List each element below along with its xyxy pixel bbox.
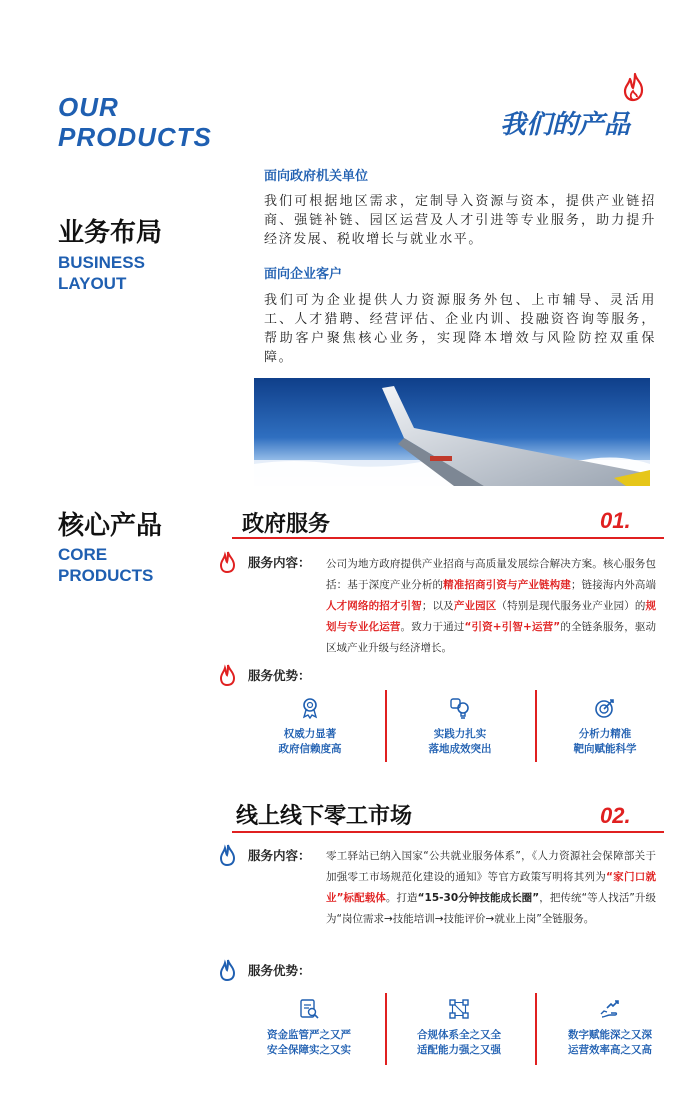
product2-advantage-3 (545, 998, 675, 1058)
business-en-title (58, 252, 145, 294)
desc-text: ；以及 (421, 600, 454, 612)
flame-icon (218, 550, 238, 574)
gov-paragraph: 我们可根据地区需求，定制导入资源与资本，提供产业链招商、强链补链、园区运营及人才引进等专业服务，助力提升经济发展、税收增长与就业水平。 (264, 194, 656, 247)
product1-number: 01. (600, 508, 631, 533)
advantage-line1: 合规体系全之又全 (417, 1029, 501, 1041)
flame-icon (622, 72, 648, 102)
advantage-divider (385, 690, 387, 762)
advantage-line2: 适配能力强之又强 (417, 1044, 501, 1056)
desc-text: 零工驿站已纳入国家“公共就业服务体系”，《人力资源社会保障部关于加强零工市场规范化建设的通知》等官方政策写明将其列为 (326, 850, 656, 883)
gov-heading: 面向政府机关单位 (264, 169, 369, 184)
growth-hand-icon (599, 998, 621, 1020)
product2-advantage-2 (394, 998, 524, 1058)
header-en-line1: OUR (58, 92, 119, 122)
desc-emphasis: “15-30分钟技能成长圈” (417, 892, 540, 904)
product1-advantage-1 (245, 697, 375, 757)
product2-number: 02. (600, 803, 631, 828)
advantage-line2: 靶向赋能科学 (573, 743, 637, 755)
desc-highlight: 规划与专业化运营 (326, 600, 657, 633)
advantage-line2: 政府信赖度高 (278, 743, 342, 755)
advantage-line2: 安全保障实之又实 (267, 1044, 351, 1056)
network-nodes-icon (448, 998, 470, 1020)
desc-highlight: 人才网络的招才引智 (326, 600, 422, 612)
business-en-line1: BUSINESS (58, 253, 145, 272)
product1-description (326, 554, 656, 659)
business-title: 业务布局 (58, 218, 163, 248)
core-en-line2: PRODUCTS (58, 566, 154, 585)
advantage-divider (535, 690, 537, 762)
document-search-icon (298, 998, 320, 1020)
flame-icon (218, 663, 238, 687)
product1-advantage-2 (395, 697, 525, 757)
product2-advantage-label: 服务优势： (248, 963, 311, 978)
desc-highlight: 精准招商引资与产业链构建 (443, 579, 571, 591)
desc-text: 。打造 (385, 892, 418, 904)
product2-advantage-1 (244, 998, 374, 1058)
desc-text: 的全链条服务，驱动区域产业升级与经济增长。 (326, 621, 657, 654)
product2-description (326, 846, 656, 930)
product1-content-label: 服务内容： (248, 555, 311, 570)
advantage-line1: 权威力显著 (283, 728, 337, 740)
target-icon (594, 697, 616, 719)
desc-text: 。致力于通过 (400, 621, 465, 633)
business-en-line2: LAYOUT (58, 274, 127, 293)
header-en-title (58, 92, 212, 152)
enterprise-paragraph: 我们可为企业提供人力资源服务外包、上市辅导、灵活用工、人才猎聘、经营评估、企业内训、投融资咨询等服务，帮助客户聚焦核心业务，实现降本增效与风险防控双重保障。 (264, 293, 656, 365)
product1-advantage-label: 服务优势： (248, 668, 311, 683)
product2-title: 线上线下零工市场 (236, 804, 413, 829)
desc-text: （特别是现代服务业产业园）的 (496, 600, 646, 612)
desc-text: ，把传统“等人找活”升级为“岗位需求→技能培训→技能评价→就业上岗”全链服务。 (326, 892, 657, 925)
advantage-line1: 分析力精准 (578, 728, 632, 740)
core-en-title (58, 544, 153, 586)
desc-text: ；链接海内外高端 (570, 579, 657, 591)
advantage-line1: 资金监管严之又严 (267, 1029, 351, 1041)
lightbulb-gear-icon (449, 697, 471, 719)
header-en-line2: PRODUCTS (58, 122, 212, 152)
advantage-line2: 运营效率高之又高 (568, 1044, 652, 1056)
product2-divider (232, 831, 664, 833)
page-title: 我们的产品 (500, 110, 631, 140)
advantage-line1: 实践力扎实 (433, 728, 487, 740)
desc-highlight: “家门口就业”标配载体 (326, 871, 656, 904)
enterprise-heading: 面向企业客户 (264, 267, 343, 282)
product1-divider (232, 537, 664, 539)
core-en-line1: CORE (58, 545, 108, 564)
advantage-line2: 落地成效突出 (428, 743, 492, 755)
desc-text: 公司为地方政府提供产业招商与高质量发展综合解决方案。核心服务包括：基于深度产业分析的 (326, 558, 656, 591)
advantage-divider (535, 993, 537, 1065)
core-title: 核心产品 (58, 511, 163, 541)
advantage-line1: 数字赋能深之又深 (568, 1029, 652, 1041)
advantage-divider (385, 993, 387, 1065)
medal-icon (299, 697, 321, 719)
product1-title: 政府服务 (242, 512, 331, 537)
product2-content-label: 服务内容： (248, 848, 311, 863)
desc-highlight: 产业园区 (453, 600, 497, 612)
product1-advantage-3 (540, 697, 670, 757)
airplane-wing-photo (254, 378, 650, 486)
desc-highlight: “引资+引智+运营” (464, 621, 561, 633)
flame-icon (218, 843, 238, 867)
flame-icon (218, 958, 238, 982)
